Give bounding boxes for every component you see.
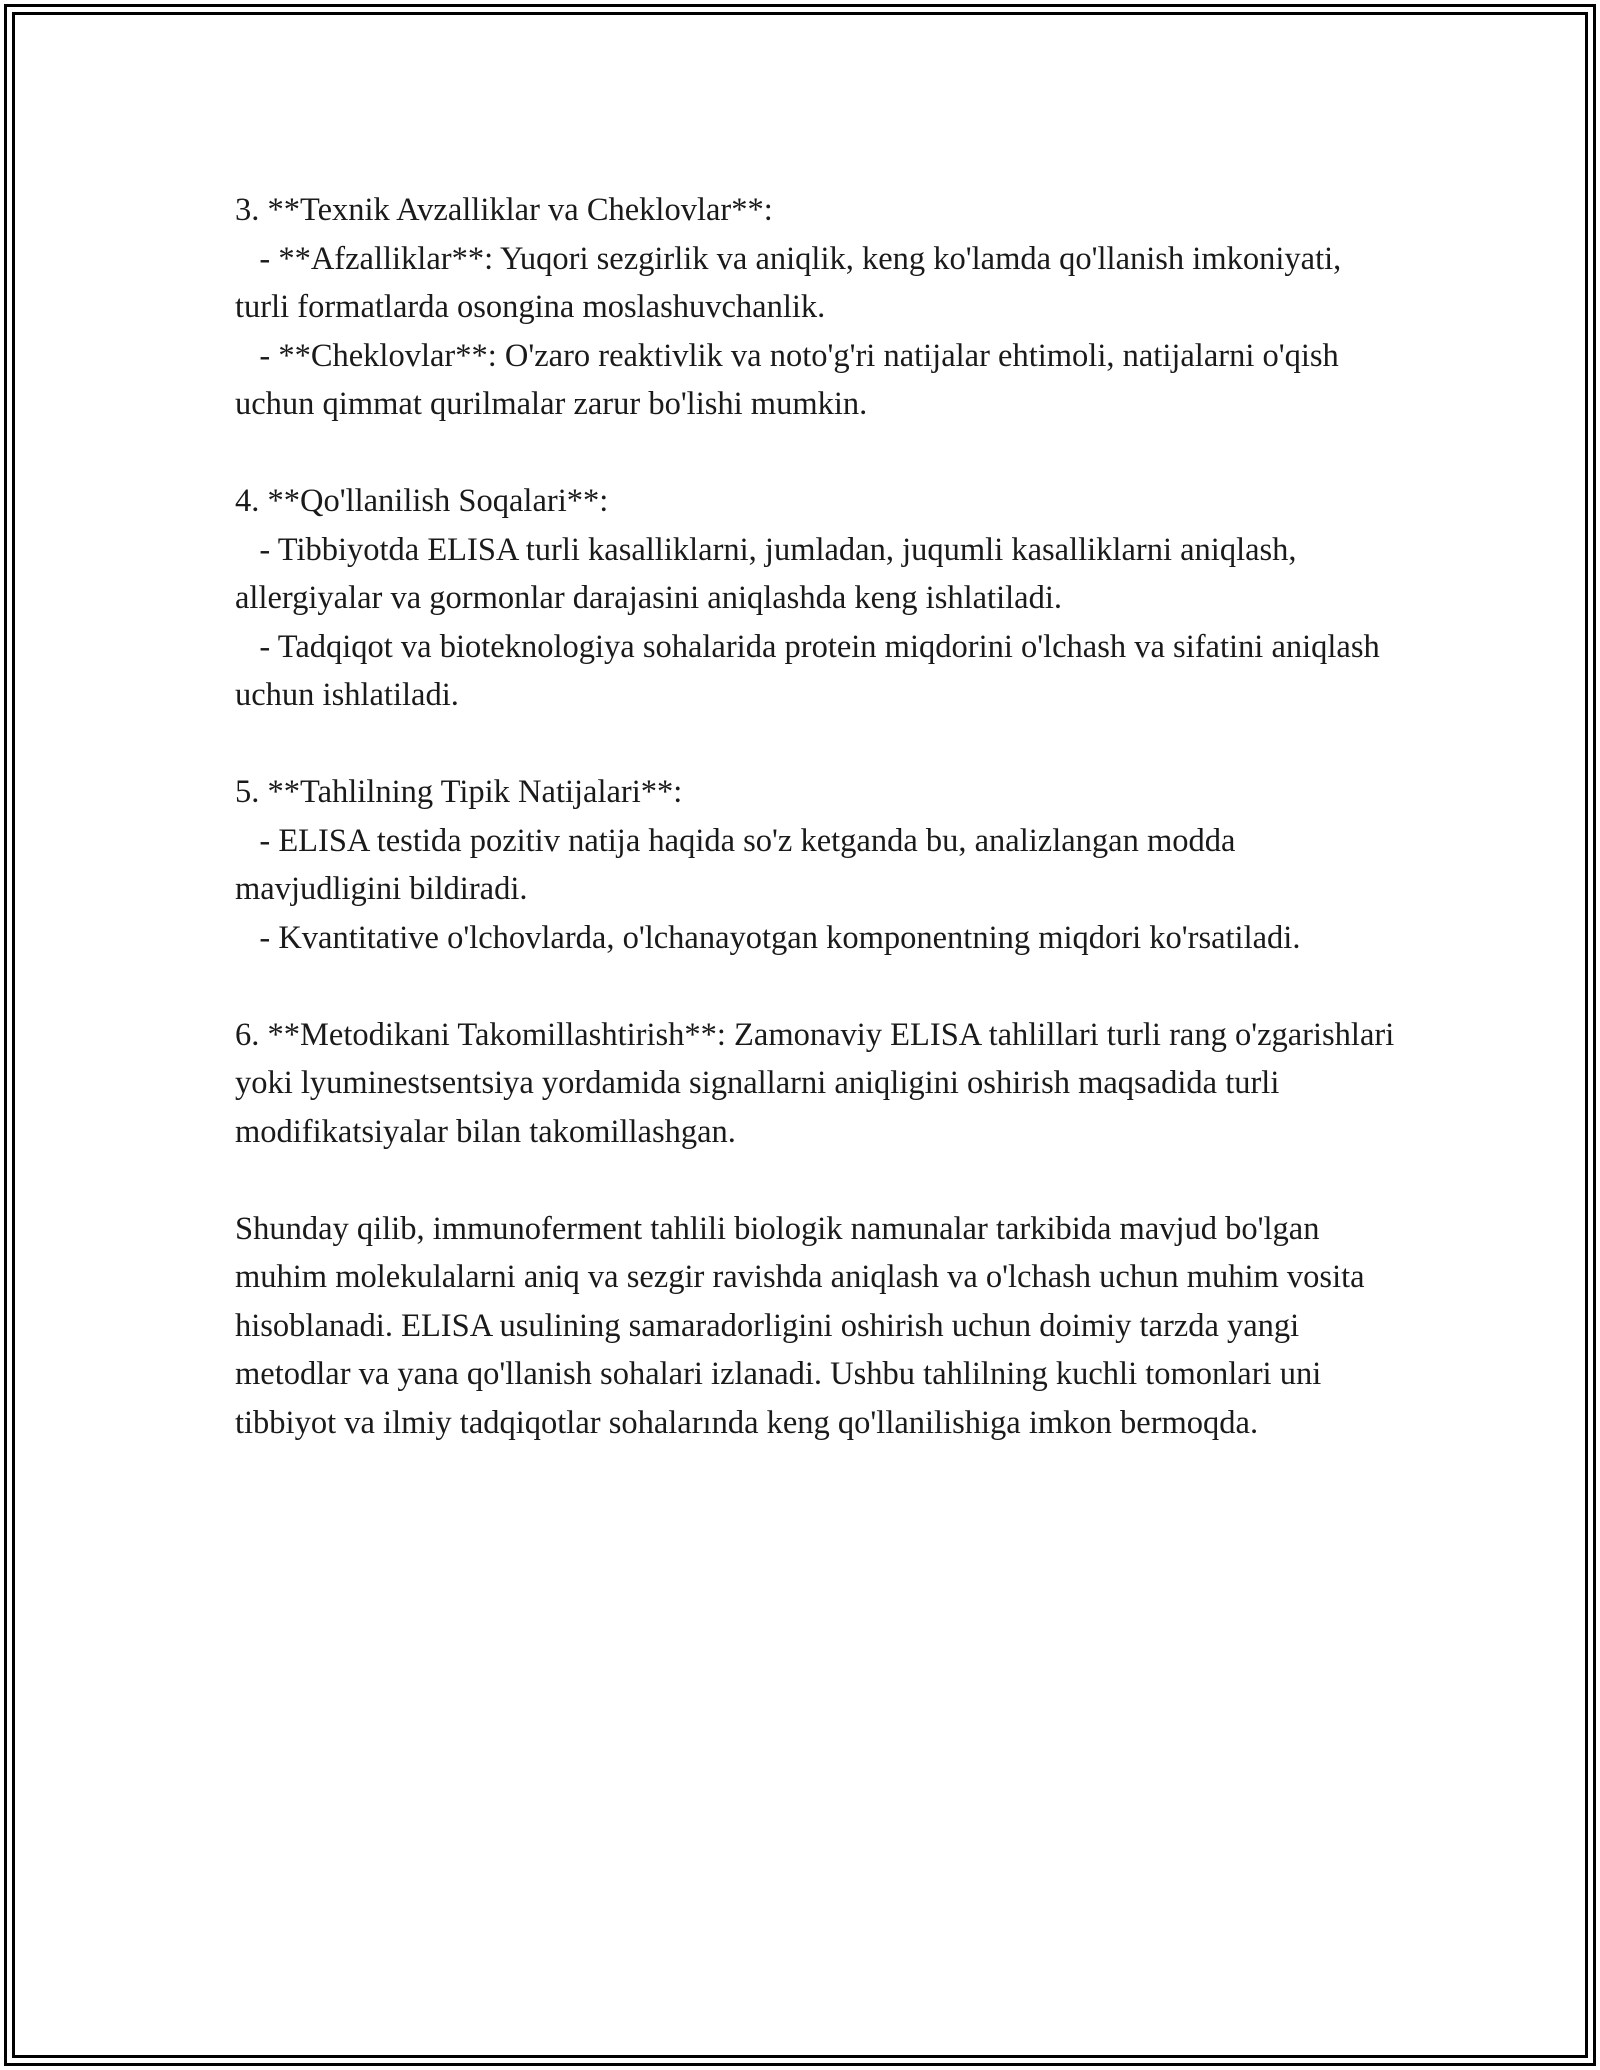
conclusion-paragraph: Shunday qilib, immunoferment tahlili biologik namunalar tarkibida mavjud bo'lgan muhim molekulalarni aniq va sezgir ravishda aniqlash va o'lchash uchun muhim vosita hisoblanadi. ELISA usulining samaradorligini oshirish uchun doimiy tarzda yangi metodlar va yana qo'llanish sohalari izlanadi. Ushbu tahlilning kuchli tomonlari uni tibbiyot va ilmiy tadqiqotlar sohalarında keng qo'llanilishiga imkon bermoqda. [235, 1210, 1373, 1441]
section-heading: 5. **Tahlilning Tipik Natijalari**: [235, 774, 683, 810]
document-body [235, 186, 1403, 1447]
bullet-item: - **Cheklovlar**: O'zaro reaktivlik va noto'g'ri natijalar ehtimoli, natijalarni o'qish uchun qimmat qurilmalar zarur bo'lishi mumkin. [235, 337, 1347, 422]
bullet-item: - Kvantitative o'lchovlarda, o'lchanayotgan komponentning miqdori ko'rsatiladi. [235, 919, 1301, 956]
bullet-item: - **Afzalliklar**: Yuqori sezgirlik va aniqlik, keng ko'lamda qo'llanish imkoniyati, turli formatlarda osongina moslashuvchanlik. [235, 240, 1350, 325]
section-6-paragraph: 6. **Metodikani Takomillashtirish**: Zamonaviy ELISA tahlillari turli rang o'zgarishlari yoki lyuminestsentsiya yordamida signallarni aniqligini oshirish maqsadida turli modifikatsiyalar bilan takomillashgan. [235, 1016, 1403, 1150]
bullet-item: - Tibbiyotda ELISA turli kasalliklarni, jumladan, juqumli kasalliklarni aniqlash, allergiyalar va gormonlar darajasini aniqlashda keng ishlatiladi. [235, 531, 1305, 616]
section-5 [235, 768, 1395, 962]
section-4 [235, 477, 1395, 720]
section-heading: 3. **Texnik Avzalliklar va Cheklovlar**: [235, 192, 773, 228]
bullet-item: - ELISA testida pozitiv natija haqida so'z ketganda bu, analizlangan modda mavjudligini bildiradi. [235, 822, 1244, 907]
section-heading: 4. **Qo'llanilish Soqalari**: [235, 483, 609, 519]
section-3 [235, 186, 1395, 429]
bullet-item: - Tadqiqot va bioteknologiya sohalarida protein miqdorini o'lchash va sifatini aniqlash uchun ishlatiladi. [235, 628, 1388, 713]
